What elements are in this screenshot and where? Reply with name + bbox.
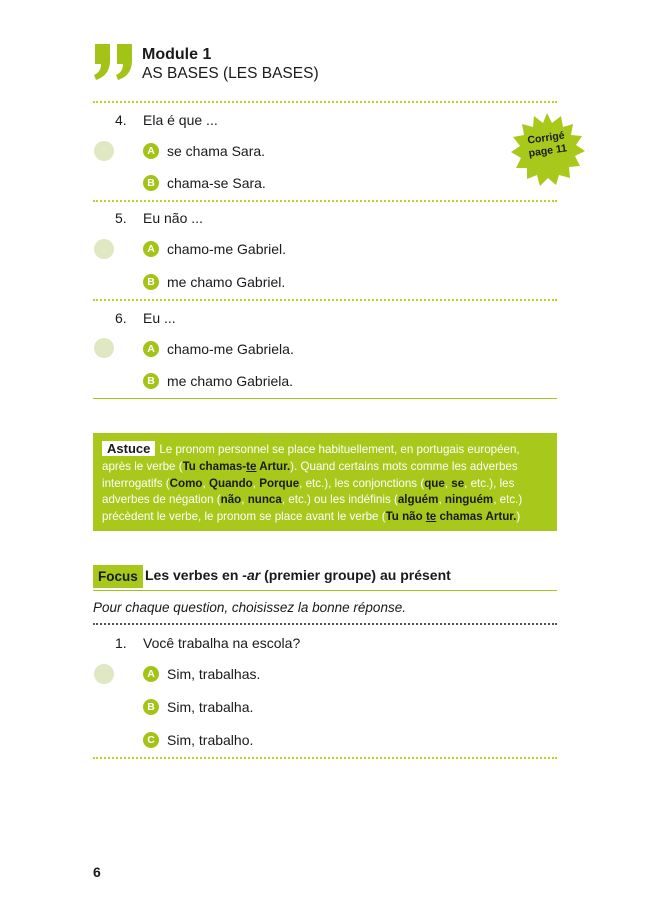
astuce-text: Le pronom personnel se place habituellement, en portugais européen, après le verbe ( (102, 443, 520, 473)
question-number: 1. (115, 635, 127, 651)
astuce-text: , etc.), les conjonctions ( (299, 476, 425, 490)
option-c[interactable] (143, 732, 253, 748)
astuce-keyword: que (424, 476, 445, 490)
option-text: se chama Sara. (167, 143, 266, 159)
option-letter-badge: B (143, 373, 159, 389)
question-number: 5. (115, 210, 127, 226)
option-text: chama-se Sara. (167, 175, 266, 191)
option-a[interactable] (143, 666, 260, 682)
astuce-label: Astuce (102, 441, 155, 456)
astuce-keyword: nunca (247, 493, 282, 507)
astuce-box: Astuce Le pronom personnel se place habituellement, en portugais européen, après le verbe (Tu chamas-te Artur.). Quand certains mots comme les adverbes interrogatifs (Como, Quando, Porque, etc.), les conjonctions (que, se, etc.), les adverbes de négation (não, nunca, etc.) ou les indéfinis (alguém, ninguém, etc.) précèdent le verbe, le pronom se place avant le verbe (Tu não te chamas Artur.) (93, 433, 557, 531)
astuce-text: ) (516, 510, 521, 524)
answer-circle[interactable] (94, 664, 114, 684)
option-text: me chamo Gabriela. (167, 373, 294, 389)
option-letter-badge: A (143, 666, 159, 682)
module-title: Module 1 (142, 46, 212, 63)
question-text: Eu ... (143, 310, 176, 326)
option-b[interactable] (143, 699, 253, 715)
option-a[interactable] (143, 241, 286, 257)
divider (93, 299, 557, 301)
option-text: chamo-me Gabriel. (167, 241, 287, 257)
astuce-keyword: Porque (259, 476, 300, 490)
option-letter-badge: A (143, 143, 159, 159)
astuce-example: Tu chamas-te Artur. (182, 459, 291, 473)
option-b[interactable] (143, 175, 266, 191)
option-letter-badge: C (143, 732, 159, 748)
astuce-text: , etc.) ou les indéfinis ( (281, 493, 398, 507)
module-subtitle: AS BASES (LES BASES) (142, 65, 319, 82)
astuce-text: , etc.) précèdent le verbe, le pronom se place avant le verbe ( (102, 493, 523, 524)
corrige-label: Corrigé (526, 129, 566, 147)
question-number: 4. (115, 112, 127, 128)
option-b[interactable] (143, 373, 293, 389)
astuce-keyword: Como (169, 476, 203, 490)
focus-label: Focus (93, 565, 143, 588)
question-number: 6. (115, 310, 127, 326)
divider (93, 101, 557, 103)
option-letter-badge: A (143, 241, 159, 257)
answer-circle[interactable] (94, 338, 114, 358)
astuce-keyword: se (451, 476, 465, 490)
corrige-badge[interactable] (509, 111, 585, 187)
answer-circle[interactable] (94, 141, 114, 161)
astuce-keyword: ninguém (444, 493, 494, 507)
astuce-text: ). Quand certains mots comme les adverbes interrogatifs ( (102, 459, 518, 490)
option-letter-badge: B (143, 175, 159, 191)
option-text: Sim, trabalho. (167, 732, 254, 748)
page-number: 6 (93, 864, 101, 880)
option-letter-badge: B (143, 274, 159, 290)
divider (93, 623, 557, 625)
instruction-text: Pour chaque question, choisissez la bonne réponse. (93, 600, 406, 615)
divider (93, 200, 557, 202)
option-b[interactable] (143, 274, 285, 290)
corrige-page: page 11 (527, 142, 568, 160)
option-letter-badge: A (143, 341, 159, 357)
answer-circle[interactable] (94, 239, 114, 259)
astuce-text: , etc.), les adverbes de négation ( (102, 476, 515, 507)
option-text: Sim, trabalha. (167, 699, 254, 715)
divider (93, 590, 557, 591)
question-text: Ela é que ... (143, 112, 218, 128)
option-a[interactable] (143, 143, 265, 159)
divider (93, 757, 557, 759)
divider (93, 398, 557, 399)
astuce-keyword: Quando (208, 476, 253, 490)
question-text: Eu não ... (143, 210, 203, 226)
focus-title: Les verbes en -ar (premier groupe) au présent (145, 567, 451, 583)
quote-icon (93, 44, 135, 80)
astuce-keyword: alguém (397, 493, 439, 507)
option-letter-badge: B (143, 699, 159, 715)
option-a[interactable] (143, 341, 294, 357)
question-text: Você trabalha na escola? (143, 635, 301, 651)
option-text: Sim, trabalhas. (167, 666, 261, 682)
option-text: chamo-me Gabriela. (167, 341, 294, 357)
astuce-keyword: não (220, 493, 242, 507)
astuce-example: Tu não te chamas Artur. (385, 510, 517, 524)
option-text: me chamo Gabriel. (167, 274, 286, 290)
